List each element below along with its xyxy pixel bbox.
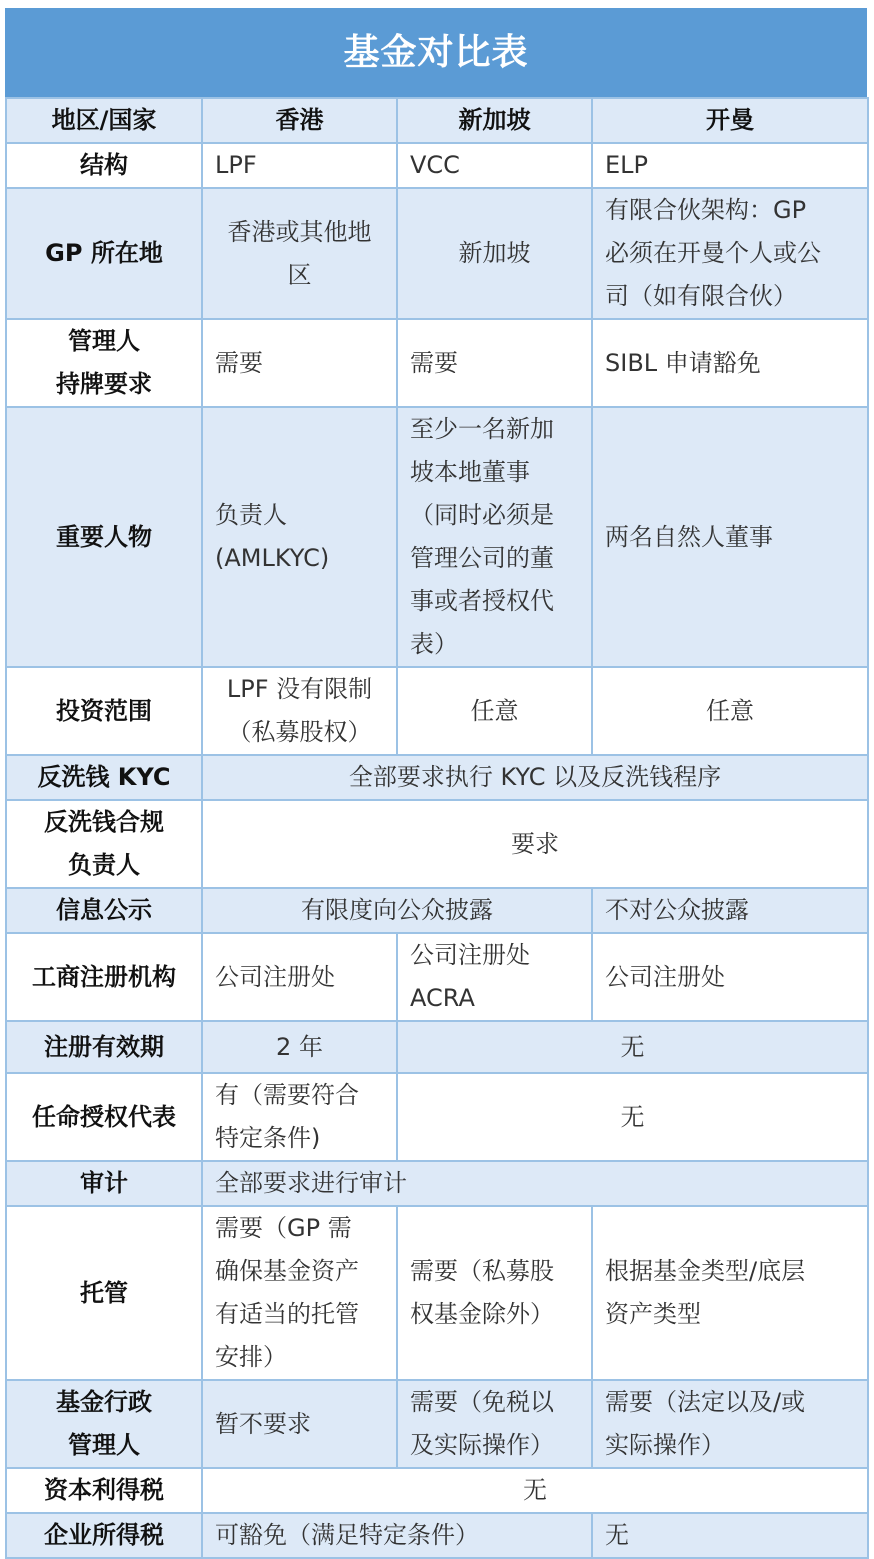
cell-sg: 需要 (397, 319, 592, 407)
cell-ky: 任意 (592, 667, 868, 755)
row-label: GP 所在地 (6, 188, 202, 319)
table-row (6, 1021, 868, 1073)
header-singapore: 新加坡 (397, 98, 592, 143)
cell-all: 要求 (202, 800, 868, 888)
cell-hk: 2 年 (202, 1021, 397, 1073)
table-row (6, 667, 868, 755)
table-row (6, 888, 868, 933)
comparison-document (5, 8, 867, 1559)
fund-comparison-table (5, 97, 869, 1559)
cell-hk: 负责人 (AMLKYC) (202, 407, 397, 667)
cell-hk-sg: 有限度向公众披露 (202, 888, 592, 933)
page-title: 基金对比表 (5, 8, 867, 97)
cell-ky: 两名自然人董事 (592, 407, 868, 667)
cell-hk: LPF (202, 143, 397, 188)
row-label: 工商注册机构 (6, 933, 202, 1021)
cell-hk: 香港或其他地 区 (202, 188, 397, 319)
table-row (6, 800, 868, 888)
cell-all: 全部要求进行审计 (202, 1161, 868, 1206)
cell-hk: 公司注册处 (202, 933, 397, 1021)
row-label: 重要人物 (6, 407, 202, 667)
cell-hk: 暂不要求 (202, 1380, 397, 1468)
table-row (6, 143, 868, 188)
table-row (6, 1380, 868, 1468)
cell-hk-sg: 可豁免（满足特定条件） (202, 1513, 592, 1558)
table-row (6, 1468, 868, 1513)
table-row (6, 1206, 868, 1380)
row-label: 审计 (6, 1161, 202, 1206)
table-row (6, 1161, 868, 1206)
cell-sg: 需要（私募股 权基金除外） (397, 1206, 592, 1380)
row-label: 管理人 持牌要求 (6, 319, 202, 407)
cell-hk: 有（需要符合 特定条件) (202, 1073, 397, 1161)
cell-ky: 根据基金类型/底层 资产类型 (592, 1206, 868, 1380)
row-label: 托管 (6, 1206, 202, 1380)
cell-ky: 需要（法定以及/或 实际操作） (592, 1380, 868, 1468)
row-label: 信息公示 (6, 888, 202, 933)
table-row (6, 319, 868, 407)
cell-all: 全部要求执行 KYC 以及反洗钱程序 (202, 755, 868, 800)
header-hong-kong: 香港 (202, 98, 397, 143)
row-label: 资本利得税 (6, 1468, 202, 1513)
row-label: 企业所得税 (6, 1513, 202, 1558)
cell-ky: 不对公众披露 (592, 888, 868, 933)
table-row (6, 1073, 868, 1161)
row-label: 注册有效期 (6, 1021, 202, 1073)
row-label: 反洗钱 KYC (6, 755, 202, 800)
cell-sg: 公司注册处 ACRA (397, 933, 592, 1021)
cell-sg: 需要（免税以 及实际操作） (397, 1380, 592, 1468)
row-label: 投资范围 (6, 667, 202, 755)
cell-sg: 至少一名新加 坡本地董事 （同时必须是 管理公司的董 事或者授权代 表） (397, 407, 592, 667)
cell-ky: 公司注册处 (592, 933, 868, 1021)
table-row (6, 188, 868, 319)
cell-ky: 无 (592, 1513, 868, 1558)
header-cayman: 开曼 (592, 98, 868, 143)
cell-sg: 新加坡 (397, 188, 592, 319)
cell-all: 无 (202, 1468, 868, 1513)
cell-hk: LPF 没有限制 （私募股权） (202, 667, 397, 755)
header-region: 地区/国家 (6, 98, 202, 143)
cell-hk: 需要（GP 需 确保基金资产 有适当的托管 安排） (202, 1206, 397, 1380)
cell-sg: 任意 (397, 667, 592, 755)
row-label: 反洗钱合规 负责人 (6, 800, 202, 888)
cell-hk: 需要 (202, 319, 397, 407)
table-row (6, 755, 868, 800)
cell-sg-ky: 无 (397, 1021, 868, 1073)
row-label: 任命授权代表 (6, 1073, 202, 1161)
table-row (6, 1513, 868, 1558)
table-row-header (6, 98, 868, 143)
table-row (6, 407, 868, 667)
row-label: 结构 (6, 143, 202, 188)
cell-ky: 有限合伙架构：GP 必须在开曼个人或公 司（如有限合伙） (592, 188, 868, 319)
cell-ky: ELP (592, 143, 868, 188)
cell-sg-ky: 无 (397, 1073, 868, 1161)
cell-ky: SIBL 申请豁免 (592, 319, 868, 407)
cell-sg: VCC (397, 143, 592, 188)
row-label: 基金行政 管理人 (6, 1380, 202, 1468)
table-row (6, 933, 868, 1021)
